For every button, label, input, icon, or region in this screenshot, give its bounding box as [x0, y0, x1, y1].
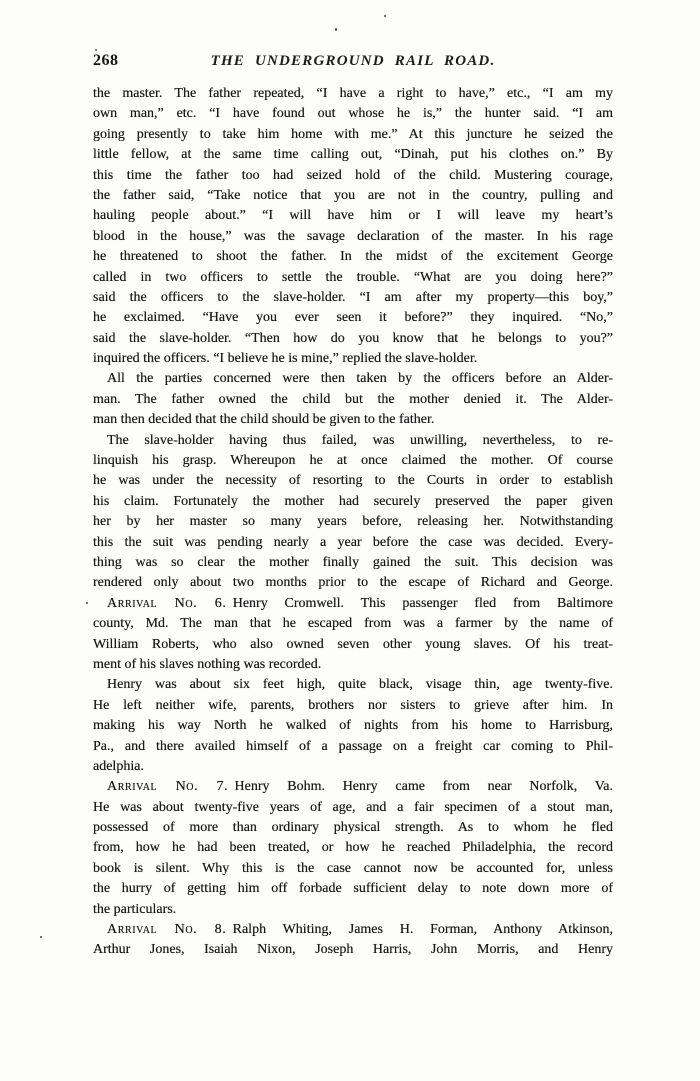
arrival-heading: Arrival No. 8.	[107, 922, 227, 938]
text-line-rest: Henry Bohm. Henry came from near Norfolk, Va.	[234, 779, 613, 795]
text-line: All the parties concerned were then taken by the officers before an Alder-	[107, 371, 613, 387]
text-line: Arthur Jones, Isaiah Nixon, Joseph Harris, John Morris, and Henry	[93, 942, 613, 958]
text-line: book is silent. Why this is the case cannot now be accounted for, unless	[93, 860, 613, 876]
arrival-heading: Arrival No. 6.	[107, 595, 227, 611]
text-line: William Roberts, who also owned seven other young slaves. Of his treat-	[93, 636, 613, 652]
text-line: going presently to take him home with me.” At this juncture he seized the	[93, 126, 613, 142]
text-line: hauling people about.” “I will have him or I will leave my heart’s	[93, 208, 613, 224]
arrival-heading: Arrival No. 7.	[107, 779, 229, 795]
text-line: he was under the necessity of resorting to the Courts in order to establish	[93, 473, 613, 489]
running-title: THE UNDERGROUND RAIL ROAD.	[210, 53, 496, 69]
text-line: called in two officers to settle the trouble. “What are you doing here?”	[93, 269, 613, 285]
text-line: man. The father owned the child but the mother denied it. The Alder-	[93, 391, 613, 407]
text-line: county, Md. The man that he escaped from was a farmer by the name of	[93, 616, 613, 632]
text-line: making his way North he walked of nights from his home to Harrisburg,	[93, 718, 613, 734]
text-line: inquired the officers. “I believe he is mine,” replied the slave-holder.	[93, 351, 478, 367]
text-line: said the slave-holder. “Then how do you know that he belongs to you?”	[93, 330, 613, 346]
text-line: he threatened to shoot the father. In the midst of the excitement George	[93, 249, 613, 265]
scan-speck	[86, 602, 88, 604]
text-line: rendered only about two months prior to the escape of Richard and George.	[93, 575, 613, 591]
text-line: blood in the house,” was the savage declaration of the master. In his rage	[93, 228, 613, 244]
text-line: this the suit was pending nearly a year before the case was decided. Every-	[93, 534, 613, 550]
text-line: her by her master so many years before, releasing her. Notwithstanding	[93, 514, 613, 530]
text-line	[93, 777, 613, 797]
text-line: the master. The father repeated, “I have a right to have,” etc., “I am my	[93, 86, 613, 101]
text-line: this time the father too had seized hold of the child. Mustering courage,	[93, 167, 613, 183]
page-body	[93, 84, 613, 961]
text-line-rest: Ralph Whiting, James H. Forman, Anthony Atkinson,	[232, 922, 613, 938]
text-line: man then decided that the child should be given to the father.	[93, 412, 435, 428]
text-line: the hurry of getting him off forbade sufficient delay to note down more of	[93, 881, 613, 897]
scan-speck	[335, 28, 337, 31]
text-line: the particulars.	[93, 901, 177, 917]
text-line: adelphia.	[93, 758, 144, 774]
text-line: The slave-holder having thus failed, was unwilling, nevertheless, to re-	[107, 432, 613, 448]
text-line: from, how he had been treated, or how he reached Philadelphia, the record	[93, 840, 613, 856]
scan-speck	[95, 49, 97, 51]
text-line: He was about twenty-five years of age, and a fair specimen of a stout man,	[93, 799, 613, 815]
text-line: He left neither wife, parents, brothers nor sisters to grieve after him. In	[93, 697, 613, 713]
text-line: thing was so clear the mother finally gained the suit. This decision was	[93, 554, 613, 570]
text-line: the father said, “Take notice that you are not in the country, pulling and	[93, 187, 613, 203]
text-line	[93, 920, 613, 940]
text-line: ment of his slaves nothing was recorded.	[93, 656, 322, 672]
text-line: his claim. Fortunately the mother had securely preserved the paper given	[93, 493, 613, 509]
text-line: Henry was about six feet high, quite black, visage thin, age twenty-five.	[107, 677, 613, 693]
text-line: he exclaimed. “Have you ever seen it before?” they inquired. “No,”	[93, 310, 613, 326]
page-header	[93, 52, 613, 72]
text-line: linquish his grasp. Whereupon he at once claimed the mother. Of course	[93, 453, 613, 469]
text-line: Pa., and there availed himself of a passage on a freight car coming to Phil-	[93, 738, 613, 754]
text-line	[93, 594, 613, 614]
text-line: said the officers to the slave-holder. “I am after my property—this boy,”	[93, 289, 613, 305]
text-line: little fellow, at the same time calling out, “Dinah, put his clothes on.” By	[93, 147, 613, 163]
scan-speck	[40, 936, 42, 938]
text-line: own man,” etc. “I have found out whose he is,” the hunter said. “I am	[93, 106, 613, 122]
scan-speck	[384, 15, 386, 17]
text-line-rest: Henry Cromwell. This passenger fled from Baltimore	[232, 595, 613, 611]
page-number: 268	[93, 52, 119, 69]
text-line: possessed of more than ordinary physical strength. As to whom he fled	[93, 820, 613, 836]
